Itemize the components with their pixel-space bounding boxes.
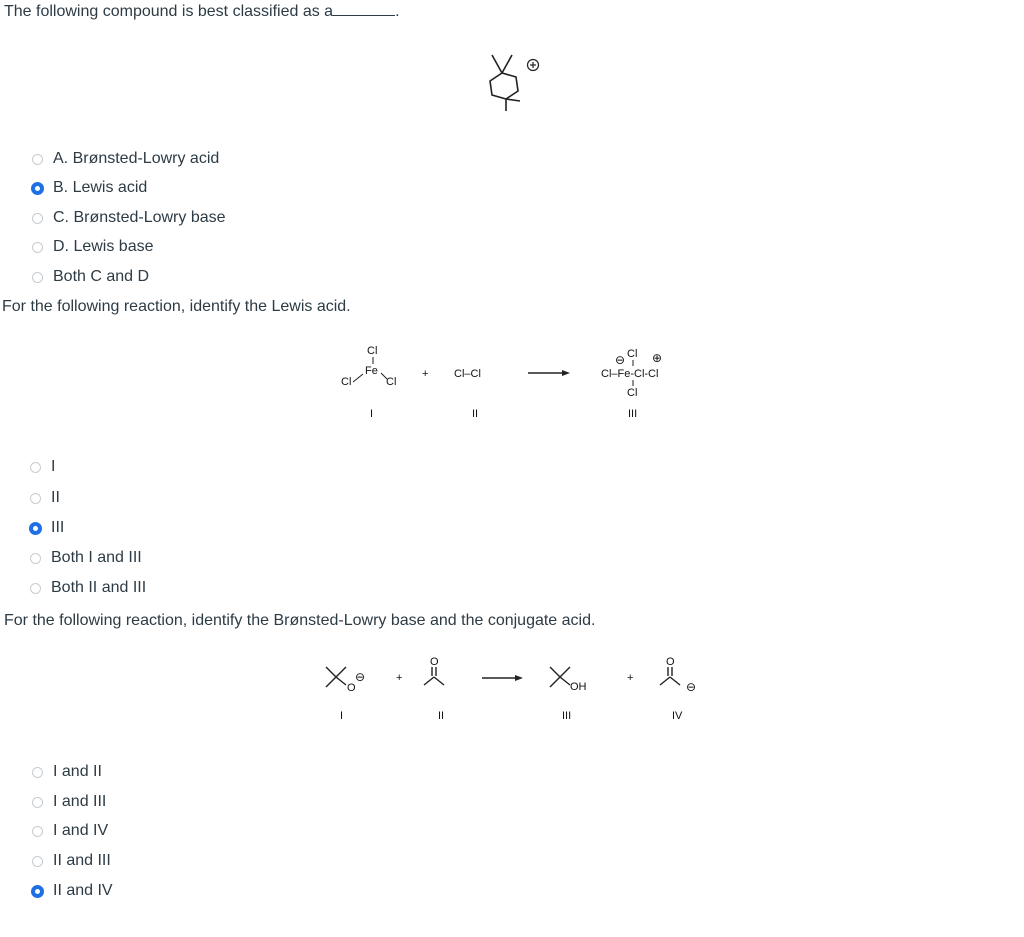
q1-option-c[interactable]	[32, 207, 226, 229]
lewis-acid-reaction	[330, 340, 710, 430]
radio-button-selected[interactable]	[31, 885, 44, 898]
radio-button[interactable]	[32, 767, 43, 778]
plus-sign: +	[422, 368, 429, 380]
radio-button[interactable]	[30, 462, 41, 473]
question-2-prompt: For the following reaction, identify the Lewis acid.	[2, 298, 351, 315]
numeral-iii: III	[628, 408, 638, 420]
carbocation-structure	[480, 45, 550, 115]
radio-button[interactable]	[30, 493, 41, 504]
radio-button[interactable]	[30, 553, 41, 564]
option-label: Both I and III	[51, 549, 142, 566]
question-1-period: .	[395, 3, 400, 20]
option-label: Both C and D	[53, 268, 150, 285]
q1-option-d[interactable]	[32, 236, 154, 258]
question-3-prompt: For the following reaction, identify the Brønsted-Lowry base and the conjugate acid.	[4, 612, 596, 629]
radio-button-selected[interactable]	[29, 522, 42, 535]
fecl3-fe: Fe	[365, 365, 378, 377]
option-label: D. Lewis base	[53, 238, 154, 255]
option-label: III	[51, 519, 65, 536]
radio-button[interactable]	[32, 154, 43, 165]
numeral-iii: III	[562, 710, 572, 722]
product-cl-bottom: Cl	[627, 387, 638, 399]
r2-oxygen: O	[430, 656, 439, 668]
numeral-iv: IV	[672, 710, 683, 722]
answer-blank	[333, 1, 395, 16]
option-label: II and III	[53, 852, 111, 869]
plus-sign-2: +	[627, 672, 634, 684]
bronsted-reaction	[320, 655, 700, 735]
p2-charge: ⊖	[686, 680, 697, 694]
option-label: II	[51, 489, 60, 506]
option-label: B. Lewis acid	[53, 179, 148, 196]
option-label: I and IV	[53, 822, 109, 839]
numeral-i: I	[340, 710, 344, 722]
numeral-i: I	[370, 408, 374, 420]
product-cl-top: Cl	[627, 348, 638, 360]
q2-option-ii[interactable]	[30, 487, 60, 509]
q1-option-a[interactable]	[32, 148, 219, 170]
radio-button[interactable]	[32, 242, 43, 253]
q3-option-i-iii[interactable]	[32, 791, 106, 813]
p2-oxygen: O	[666, 656, 675, 668]
numeral-ii: II	[472, 408, 479, 420]
q3-option-ii-iii[interactable]	[32, 850, 111, 872]
q2-option-both-i-iii[interactable]	[30, 547, 142, 569]
radio-button-selected[interactable]	[31, 182, 44, 195]
cl2-formula: Cl–Cl	[454, 368, 481, 380]
plus-sign-1: +	[396, 672, 403, 684]
r1-oxygen: O	[347, 682, 356, 694]
option-label: II and IV	[53, 882, 113, 899]
q2-option-i[interactable]	[30, 456, 55, 478]
fecl3-cl-left: Cl	[341, 376, 352, 388]
q3-option-i-ii[interactable]	[32, 761, 102, 783]
p1-hydroxyl: OH	[570, 681, 587, 693]
option-label: Both II and III	[51, 579, 147, 596]
option-label: I and III	[53, 793, 107, 810]
question-1-text: The following compound is best classified as a	[4, 3, 334, 20]
product-chain: Cl–Fe-Cl-Cl	[601, 368, 659, 380]
option-label: I	[51, 458, 56, 475]
q1-option-b[interactable]	[32, 177, 147, 199]
r1-charge: ⊖	[355, 670, 366, 684]
radio-button[interactable]	[32, 856, 43, 867]
fecl3-cl-right: Cl	[386, 376, 397, 388]
radio-button[interactable]	[32, 213, 43, 224]
product-pos-charge: ⊕	[652, 351, 663, 365]
q3-option-i-iv[interactable]	[32, 820, 108, 842]
option-label: I and II	[53, 763, 102, 780]
radio-button[interactable]	[32, 272, 43, 283]
product-neg-charge: ⊖	[615, 353, 626, 367]
numeral-ii: II	[438, 710, 445, 722]
radio-button[interactable]	[30, 583, 41, 594]
option-label: A. Brønsted-Lowry acid	[53, 150, 220, 167]
fecl3-cl-top: Cl	[367, 345, 378, 357]
option-label: C. Brønsted-Lowry base	[53, 209, 226, 226]
q2-option-iii[interactable]	[30, 517, 64, 539]
radio-button[interactable]	[32, 826, 43, 837]
radio-button[interactable]	[32, 797, 43, 808]
q2-option-both-ii-iii[interactable]	[30, 577, 146, 599]
q1-option-e[interactable]	[32, 266, 149, 288]
q3-option-ii-iv[interactable]	[32, 880, 113, 902]
question-1-prompt	[4, 1, 400, 22]
